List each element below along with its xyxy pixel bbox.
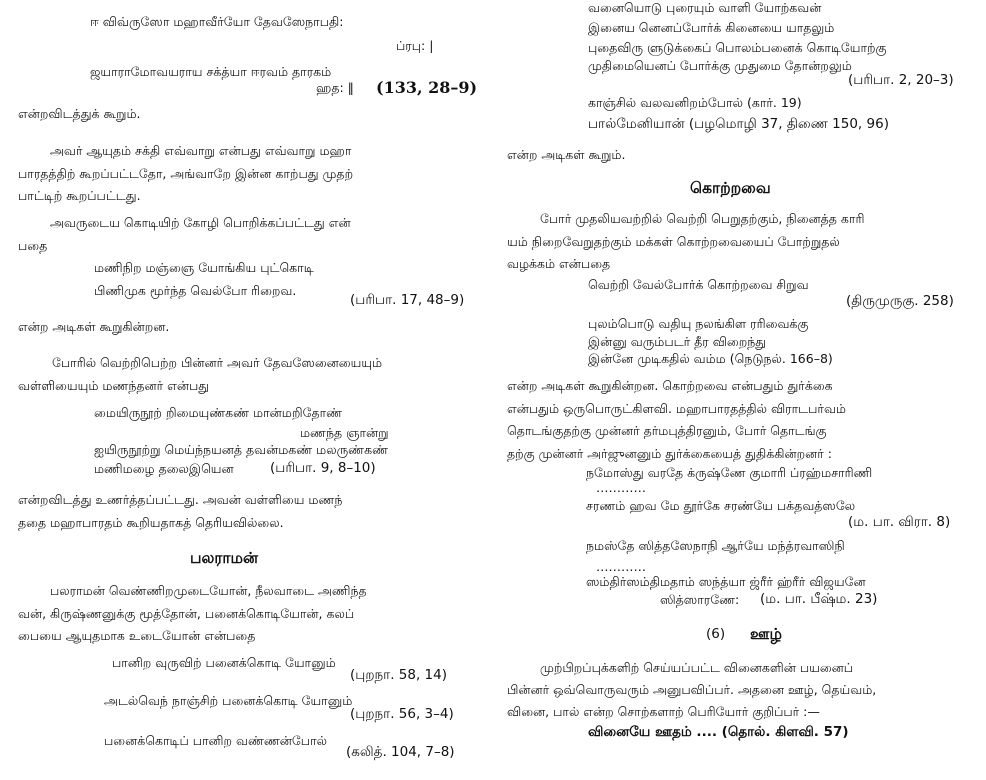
quote-line: இனைய னெனப்போர்க் கினையை யாதலும் <box>588 20 835 35</box>
quote-line: இன்னு வரும்படர் தீர விறைந்து <box>588 334 767 349</box>
ellipsis: ………… <box>596 559 646 574</box>
citation: (புறநா. 56, 3–4) <box>350 706 454 722</box>
quote-line: பனைக்கொடிப் பானிற வண்ணன்போல் <box>104 733 327 748</box>
body-text-line: போரில் வெற்றிபெற்ற பின்னர் அவர் தேவஸேனையையும் <box>52 355 383 370</box>
body-text-line: அவருடைய கொடியிற் கோழி பொறிக்கப்பட்டது என் <box>50 215 351 230</box>
quote-line: மணிமழை தலைஇயென <box>94 461 234 476</box>
citation: (ம. பா. பீஷ்ம. 23) <box>760 591 878 607</box>
section-heading: கொற்றவை <box>690 179 771 197</box>
quote-line: பிணிமுக மூர்ந்த வெல்போ ரிறைவ. <box>94 283 297 298</box>
citation: (133, 28–9) <box>376 78 478 97</box>
body-text-line: யம் நிறைவேறுதற்கும் மக்கள் கொற்றவையைப் போற்றுதல் <box>507 234 840 249</box>
ellipsis: ………… <box>596 480 646 495</box>
body-text-line: என்பதும் ஒருபொருட்கிளவி. மஹாபாரதத்தில் விராடபர்வம் <box>507 401 846 416</box>
body-text-line: என்ற அடிகள் கூறுகின்றன. <box>18 319 170 334</box>
body-text-line: வன், கிருஷ்ணனுக்கு மூத்தோன், பனைக்கொடியோன், கலப் <box>18 606 355 621</box>
sanskrit-verse-line: ப்ரபு: | <box>396 38 434 53</box>
quote-line: மணிநிற மஞ்ஞை யோங்கிய புட்கொடி <box>94 260 314 275</box>
sanskrit-verse-line: ஸம்திர்ஸம்திமதாம் ஸந்த்யா ஜ்ரீர் ஹ்ரீர் விஜயனே <box>586 574 866 589</box>
quote-line: அடல்வெந் நாஞ்சிற் பனைக்கொடி யோனும் <box>104 693 353 708</box>
body-text-line: பையை ஆயுதமாக உடையோன் என்பதை <box>18 628 256 643</box>
citation: (கலித். 104, 7–8) <box>346 744 455 760</box>
body-text-line: வினை, பால் என்ற சொற்களாற் பெரியோர் குறிப்பர் :— <box>507 704 820 719</box>
citation: (பரிபா. 17, 48–9) <box>350 292 465 308</box>
sanskrit-verse-line: ஸித்ஸாரணே: <box>660 592 740 607</box>
quote-line: ஐயிருநூற்று மெய்ந்நயனத் தவன்மகண் மலருண்கண் <box>94 442 388 457</box>
body-text-line: பதை <box>18 238 48 253</box>
body-text-line: பாட்டிற் கூறப்பட்டது. <box>18 188 141 203</box>
body-text-line: பலராமன் வெண்ணிறமுடையோன், நீலவாடை அணிந்த <box>50 583 367 598</box>
body-text-line: வள்ளியையும் மணந்தனர் என்பது <box>18 378 210 393</box>
section-heading: ஊழ் <box>750 625 782 643</box>
quote-line: மையிருநூற் றிமையுண்கண் மான்மறிதோண் <box>94 405 343 420</box>
sanskrit-verse-line: ஹத: ‖ <box>316 80 354 95</box>
body-text-line: பாரதத்திற் கூறப்பட்டதோ, அங்வாறே இன்ன காற்பது முதற் <box>18 166 354 181</box>
body-text-line: முற்பிறப்புக்களிற் செய்யப்பட்ட வினைகளின் பயனைப் <box>540 660 854 675</box>
quote-line: புலம்பொடு வதியு நலங்கிள ரரிவைக்கு <box>588 316 809 331</box>
body-text-line: என்றவிடத்து உணர்த்தப்பட்டது. அவன் வள்ளியை மணந் <box>18 492 343 507</box>
quote-line: பானிற வுருவிற் பனைக்கொடி யோனும் <box>112 655 336 670</box>
citation: (திருமுருகு. 258) <box>846 293 954 309</box>
quote-line: வனையொடு புரையும் வாளி யோற்கவன் <box>588 0 822 15</box>
section-number: (6) <box>706 626 726 642</box>
sanskrit-verse-line: ஈ விவ்ருஸோ மஹாவீர்யோ தேவஸேநாபதி: <box>90 14 344 29</box>
body-text-line: வழக்கம் என்பதை <box>507 256 611 271</box>
citation: (ம. பா. விரா. 8) <box>848 514 951 530</box>
citation: (பரிபா. 2, 20–3) <box>848 72 954 88</box>
body-text-line: என்றவிடத்துக் கூறும். <box>18 106 141 121</box>
quote-line: வெற்றி வேல்போர்க் கொற்றவை சிறுவ <box>588 277 809 292</box>
quote-line: மணந்த ஞான்று <box>300 425 389 440</box>
body-text-line: ததை மஹாபாரதம் கூறியதாகத் தெரியவில்லை. <box>18 515 284 530</box>
body-text-line: அவர் ஆயுதம் சக்தி எவ்வாறு என்பது எவ்வாறு மஹா <box>50 143 352 158</box>
body-text-line: என்ற அடிகள் கூறும். <box>507 147 626 162</box>
sanskrit-verse-line: சரணம் ஹவ மே தூர்கே சரண்யே பக்தவத்ஸலே <box>586 498 856 513</box>
body-text-line: போர் முதலியவற்றில் வெற்றி பெறுதற்கும், நினைத்த காரி <box>540 211 865 226</box>
section-heading: பலராமன் <box>190 549 259 567</box>
sanskrit-verse-line: ஜயாராமோவயராய சக்த்யா ஈரவம் தாரகம் <box>90 64 332 79</box>
body-text-line: பின்னர் ஒவ்வொருவரும் அனுபவிப்பர். அதனை ஊழ், தெய்வம், <box>507 682 877 697</box>
quote-line: வினையே ஊதம் .... (தொல். கிளவி. 57) <box>588 724 849 740</box>
body-text-line: என்ற அடிகள் கூறுகின்றன. கொற்றவை என்பதும் துர்க்கை <box>507 378 833 393</box>
body-text-line: தற்கு முன்னர் அர்ஜுனனும் துர்க்கையைத் துதிக்கின்றனர் : <box>507 446 832 461</box>
quote-line: காஞ்சில் வலவனிறம்போல் (கார். 19) <box>588 95 802 110</box>
citation: பால்மேனியான் (பழமொழி 37, திணை 150, 96) <box>588 116 889 132</box>
citation: (புறநா. 58, 14) <box>350 667 448 683</box>
sanskrit-verse-line: நமஸ்தே ஸித்தஸேநாநி ஆர்யே மந்த்ரவாஸிநி <box>586 538 845 553</box>
quote-line: முதிமையெனப் போர்க்கு முதுமை தோன்றலும் <box>588 58 852 73</box>
quote-line: இன்னே முடிகதில் வம்ம (நெடுநல். 166–8) <box>588 351 833 366</box>
citation: (பரிபா. 9, 8–10) <box>270 460 376 476</box>
quote-line: புதைவிரு ளுடுக்கைப் பொலம்பனைக் கொடியோற்கு <box>588 40 887 55</box>
body-text-line: தொடங்குதற்கு முன்னர் தர்மபுத்திரனும், போர் தொடங்கு <box>507 423 827 438</box>
sanskrit-verse-line: நமோஸ்து வரதே க்ருஷ்ணே குமாரி ப்ரஹ்மசாரிணி <box>586 465 873 480</box>
